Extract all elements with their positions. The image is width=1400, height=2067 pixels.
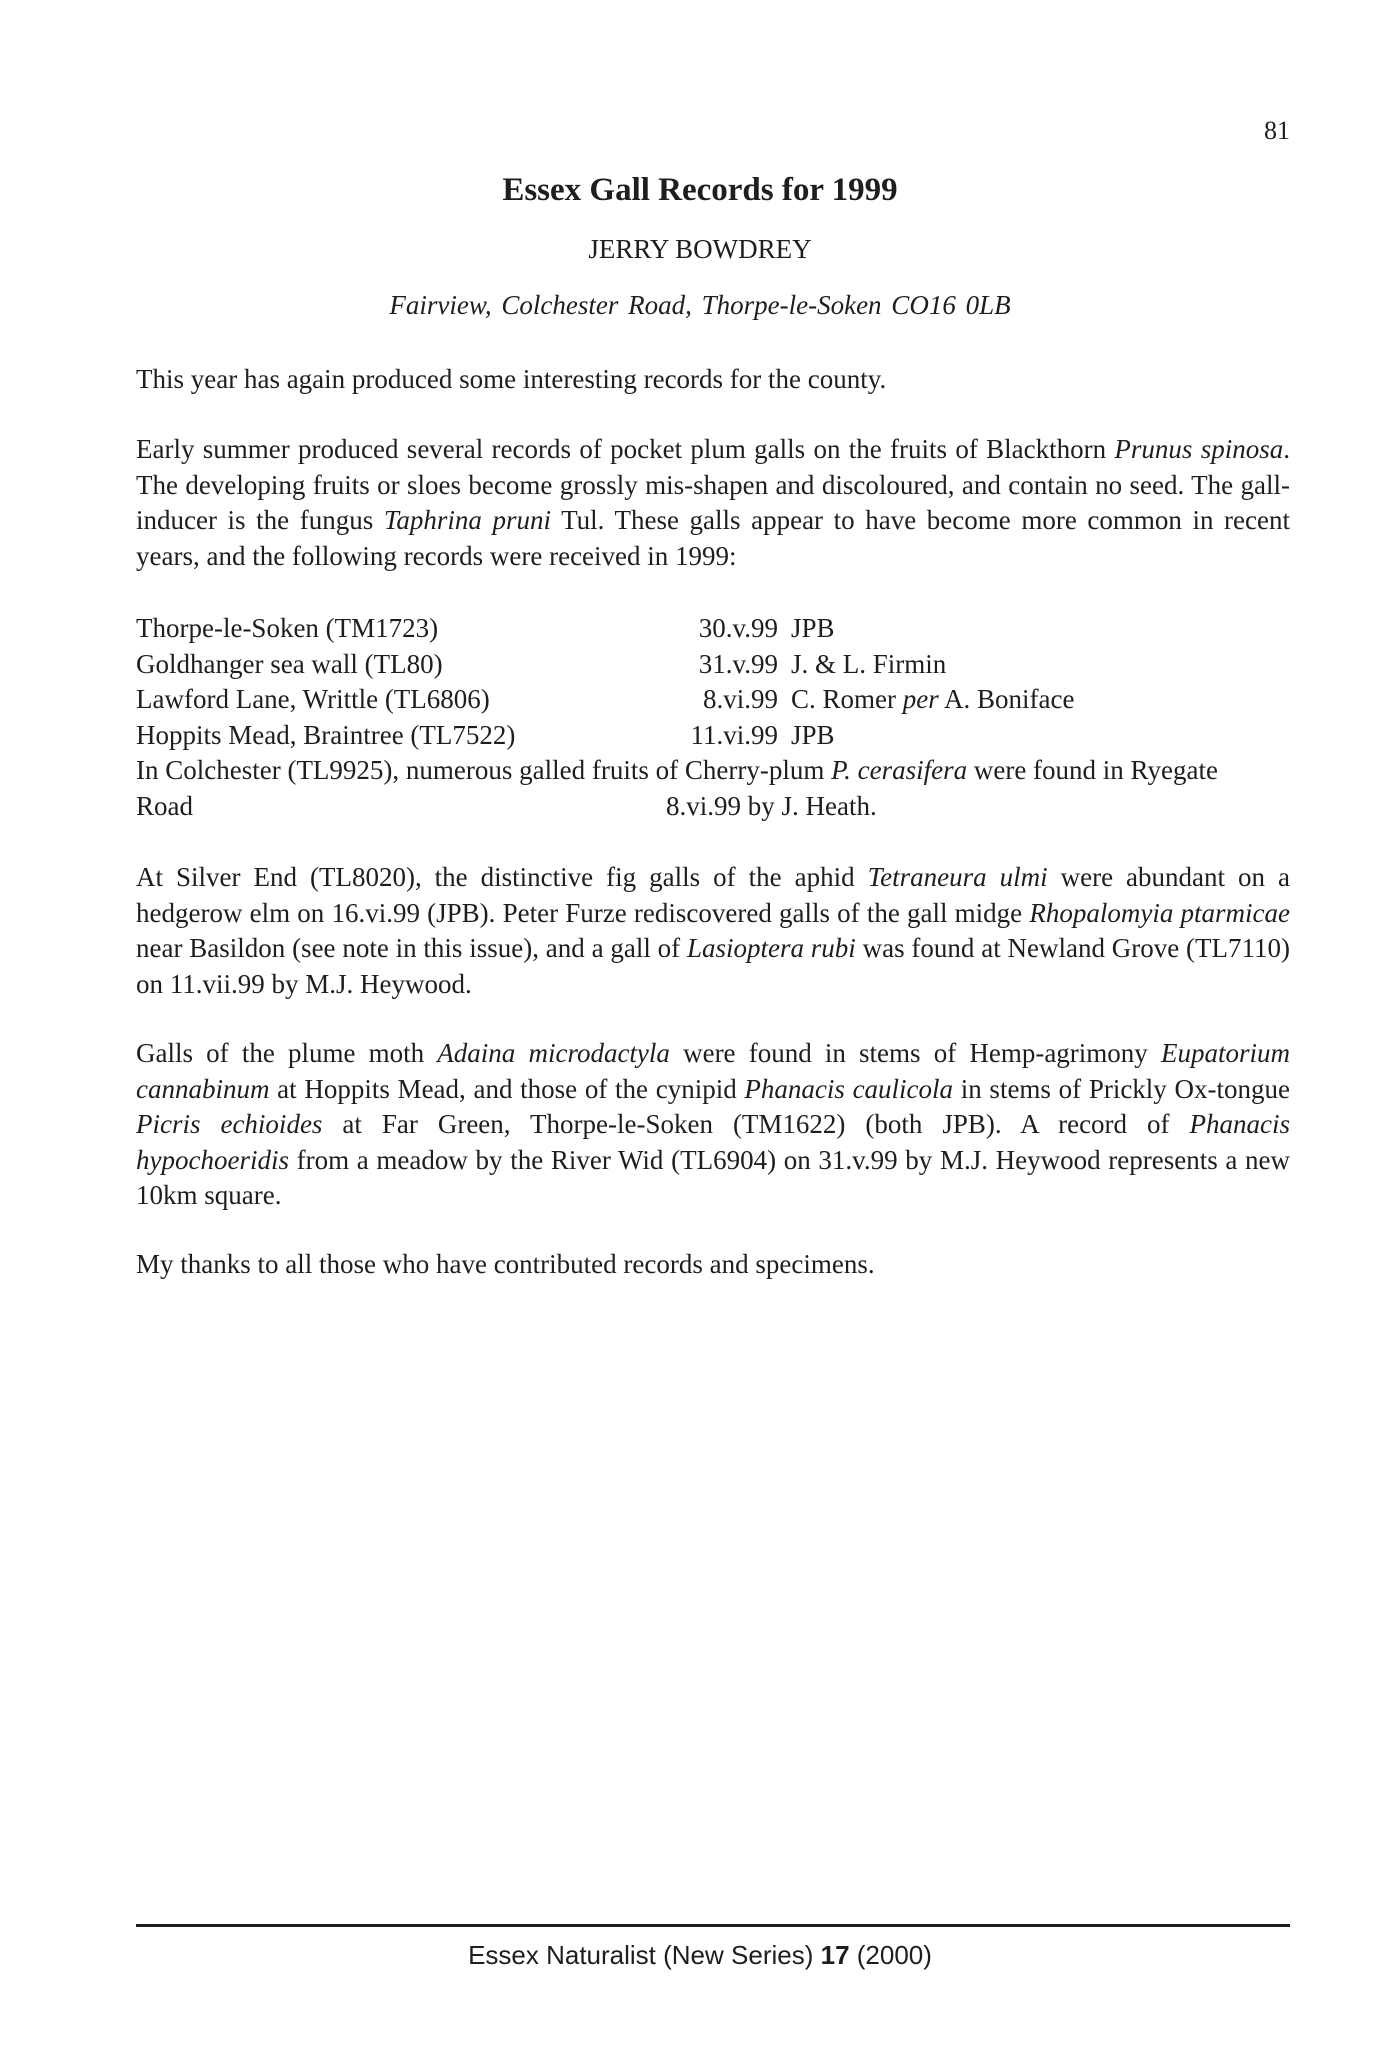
species-name: Lasioptera rubi xyxy=(686,933,856,963)
record-row xyxy=(136,718,1290,754)
p4-text-2: were found in stems of Hemp-agrimony xyxy=(669,1038,1161,1068)
record-location: Road xyxy=(136,790,193,821)
cherry-text-2: were found in Ryegate xyxy=(967,755,1218,785)
species-name: Phanacis caulicola xyxy=(744,1073,954,1104)
p4-text-5: at Far Green, Thorpe-le-Soken (TM1622) (both JPB). A record of xyxy=(322,1109,1190,1139)
author-address: Fairview, Colchester Road, Thorpe-le-Soken CO16 0LB xyxy=(389,290,1011,320)
p4-text-6: from a meadow by the River Wid (TL6904) on 31.v.99 by M.J. Heywood represents a new 10km square. xyxy=(136,1144,1290,1210)
footer-rule xyxy=(136,1924,1290,1927)
recorder-per: per xyxy=(902,684,939,714)
record-row xyxy=(136,647,1290,683)
intro-text: This year has again produced some interesting records for the county. xyxy=(136,364,887,394)
fig-galls-paragraph xyxy=(136,860,1290,1002)
record-row xyxy=(136,682,1290,718)
p3-text-3: near Basildon (see note in this issue), and a gall of xyxy=(136,933,687,963)
record-row xyxy=(136,611,1290,647)
record-location: Thorpe-le-Soken (TM1723) xyxy=(136,613,439,643)
record-row xyxy=(136,789,1290,825)
species-name: Phanacis hypochoeridis xyxy=(136,1109,1290,1175)
record-date: 8.vi.99 xyxy=(702,684,778,714)
thanks-text: My thanks to all those who have contributed records and specimens. xyxy=(136,1249,875,1279)
species-name: Picris echioides xyxy=(136,1109,323,1139)
species-name: Eupatorium cannabinum xyxy=(136,1038,1290,1104)
records-list xyxy=(136,611,1290,824)
thanks-paragraph xyxy=(136,1247,1290,1283)
record-recorder: J. & L. Firmin xyxy=(791,648,947,679)
recorder-part: C. Romer xyxy=(791,684,903,714)
species-name: Tetraneura ulmi xyxy=(867,862,1048,892)
article-author: JERRY BOWDREY xyxy=(588,234,812,264)
article-title: Essex Gall Records for 1999 xyxy=(502,172,898,208)
plume-moth-paragraph xyxy=(136,1036,1290,1214)
journal-volume: 17 xyxy=(820,1940,850,1970)
journal-footer xyxy=(0,1940,1400,1971)
page-number: 81 xyxy=(1264,116,1290,145)
species-name: Adaina microdactyla xyxy=(437,1038,670,1068)
p3-text-1: At Silver End (TL8020), the distinctive fig galls of the aphid xyxy=(136,862,868,892)
record-date: 11.vi.99 xyxy=(690,719,778,750)
cherry-text-1: In Colchester (TL9925), numerous galled fruits of Cherry-plum xyxy=(136,755,832,785)
intro-paragraph xyxy=(136,362,1290,398)
record-location: Hoppits Mead, Braintree (TL7522) xyxy=(136,719,516,750)
p3-text-2: were abundant on a hedgerow elm on 16.vi.99 (JPB). Peter Furze rediscovered galls of the gall midge xyxy=(136,862,1291,928)
p4-text-4: in stems of Prickly Ox-tongue xyxy=(953,1073,1290,1104)
p2-text-3: Tul. These galls appear to have become more common in recent years, and the following records were received in 1999: xyxy=(136,505,1291,571)
p3-text-4: was found at Newland Grove (TL7110) on 11.vii.99 by M.J. Heywood. xyxy=(136,933,1291,999)
record-date: 8.vi.99 by J. Heath. xyxy=(666,790,877,821)
record-date: 31.v.99 xyxy=(698,648,778,679)
record-recorder: JPB xyxy=(791,719,835,750)
pocket-plum-paragraph xyxy=(136,432,1290,574)
record-date: 30.v.99 xyxy=(698,613,778,643)
p4-text-3: at Hoppits Mead, and those of the cynipid xyxy=(269,1073,745,1104)
p2-text-2: . The developing fruits or sloes become grossly mis-shapen and discoloured, and contain no seed. The gall-inducer is the fungus xyxy=(136,434,1290,535)
species-name: P. cerasifera xyxy=(831,755,968,785)
species-name: Rhopalomyia ptarmicae xyxy=(1029,897,1290,928)
species-name: Taphrina pruni xyxy=(383,505,551,535)
p4-text-1: Galls of the plume moth xyxy=(136,1038,438,1068)
p2-text-1: Early summer produced several records of pocket plum galls on the fruits of Blackthorn xyxy=(136,434,1115,464)
journal-year: (2000) xyxy=(849,1940,932,1970)
journal-name: Essex Naturalist (New Series) xyxy=(468,1940,821,1970)
record-recorder xyxy=(791,682,1074,718)
cherry-plum-record xyxy=(136,753,1290,789)
record-recorder: JPB xyxy=(791,613,835,643)
species-name: Prunus spinosa xyxy=(1114,434,1284,464)
recorder-part: A. Boniface xyxy=(938,684,1075,714)
record-location: Lawford Lane, Writtle (TL6806) xyxy=(136,684,490,714)
record-location: Goldhanger sea wall (TL80) xyxy=(136,648,443,679)
